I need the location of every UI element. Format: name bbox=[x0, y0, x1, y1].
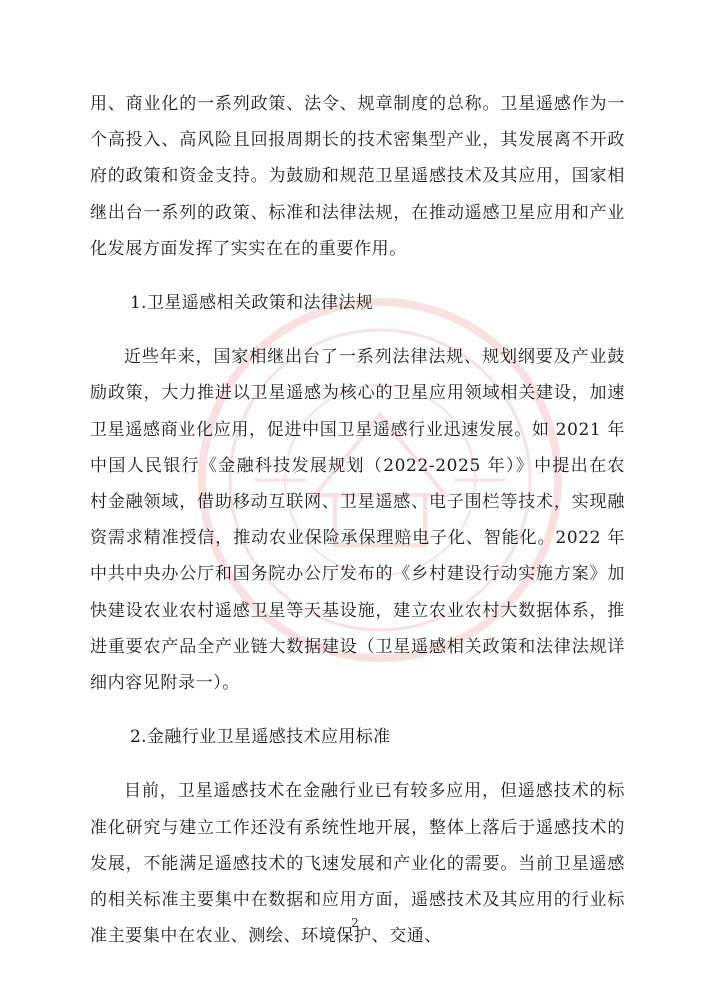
document-body bbox=[90, 86, 625, 954]
section-heading-1: 1.卫星遥感相关政策和法律法规 bbox=[129, 293, 374, 314]
paragraph-policies: 近些年来，国家相继出台了一系列法律法规、规划纲要及产业鼓励政策，大力推进以卫星遥感为核心的卫星应用领域相关建设，加速卫星遥感商业化应用，促进中国卫星遥感行业迅速发展。如 2021 年中国人民银行《金融科技发展规划（2022-2025 年）》中提出在农村金融领域，借助移动互联网、卫星遥感、电子围栏等技术，实现融资需求精准授信，推动农业保险承保理赔电子化、智能化。2022 年中共中央办公厅和国务院办公厅发布的《乡村建设行动实施方案》加快建设农业农村遥感卫星等天基设施，建立农业农村大数据体系，推进重要农产品全产业链大数据建设（卫星遥感相关政策和法律法规详细内容见附录一）。 bbox=[90, 347, 625, 694]
page-number: 2 bbox=[351, 916, 359, 930]
section-heading-2: 2.金融行业卫星遥感技术应用标准 bbox=[129, 727, 391, 748]
paragraph-continued: 用、商业化的一系列政策、法令、规章制度的总称。卫星遥感作为一个高投入、高风险且回报周期长的技术密集型产业，其发展离不开政府的政策和资金支持。为鼓励和规范卫星遥感技术及其应用，国家相继出台一系列的政策、标准和法律法规，在推动遥感卫星应用和产业化发展方面发挥了实实在在的重要作用。 bbox=[90, 94, 625, 259]
paragraph-standards: 目前，卫星遥感技术在金融行业已有较多应用，但遥感技术的标准化研究与建立工作还没有系统性地开展，整体上落后于遥感技术的发展，不能满足遥感技术的飞速发展和产业化的需要。当前卫星遥感的相关标准主要集中在数据和应用方面，遥感技术及其应用的行业标准主要集中在农业、测绘、环境保护、交通、 bbox=[90, 781, 625, 947]
